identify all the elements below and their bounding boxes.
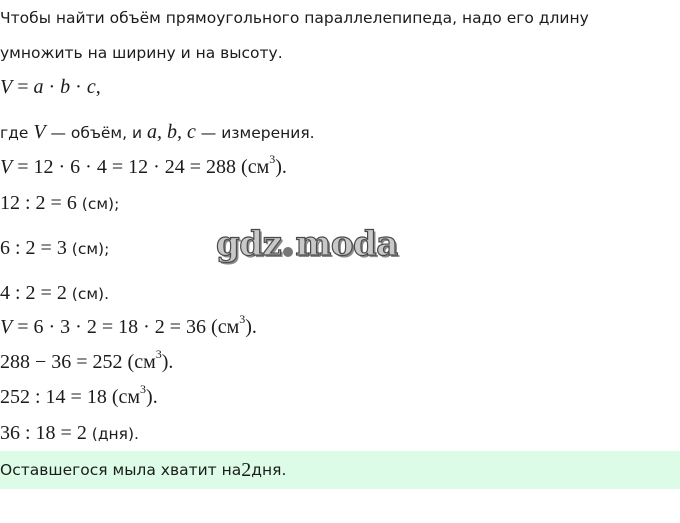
calc-line-1: [0, 152, 287, 178]
calc-2-unit: (см);: [76, 195, 120, 213]
calc-7-tail: ).: [146, 386, 158, 408]
calc-4-expr: 4 : 2 = 2: [0, 282, 67, 304]
definition-suffix: — измерения.: [195, 124, 315, 142]
calc-3-expr: 6 : 2 = 3: [0, 237, 67, 259]
formula-v: V: [0, 76, 13, 98]
gdz-moda-watermark-logo: [216, 224, 398, 264]
formula-a: a: [33, 76, 44, 98]
volume-formula: [0, 76, 101, 98]
calc-line-6: [0, 347, 174, 373]
formula-tail: ,: [95, 76, 101, 98]
calc-5-expr: = 6 · 3 · 2 = 18 · 2 = 36 (см: [12, 316, 240, 338]
definition-v: V: [33, 121, 46, 143]
calc-6-expr: 288 − 36 = 252 (см: [0, 351, 156, 373]
formula-dot-2: ·: [70, 76, 87, 98]
calc-5-tail: ).: [245, 316, 257, 338]
calc-1-expr: = 12 · 6 · 4 = 12 · 24 = 288 (см: [12, 156, 270, 178]
definition-mid: — объём, и: [45, 124, 147, 142]
definition-prefix: где: [0, 124, 34, 142]
calc-6-sup: 3: [155, 347, 162, 362]
answer-value: 2: [241, 458, 252, 481]
calc-1-tail: ).: [275, 156, 287, 178]
formula-c: c: [86, 76, 96, 98]
calc-line-2: [0, 192, 119, 215]
calc-line-8: [0, 422, 139, 445]
calc-7-sup: 3: [140, 382, 147, 397]
formula-eq: =: [12, 76, 34, 98]
calc-5-sup: 3: [239, 312, 246, 327]
definition-line: [0, 121, 315, 144]
definition-abc: a, b, c: [146, 121, 196, 143]
calc-line-7: [0, 382, 158, 408]
calc-3-unit: (см);: [66, 240, 110, 258]
calc-6-tail: ).: [161, 351, 174, 373]
answer-prefix: Оставшегося мыла хватит на: [0, 461, 242, 479]
calc-line-5: [0, 312, 257, 338]
intro-line-2: умножить на ширину и на высоту.: [0, 44, 283, 62]
calc-1-v: V: [0, 156, 13, 178]
watermark-dot-icon: [283, 247, 293, 257]
formula-dot-1: ·: [43, 76, 61, 98]
watermark-right: moda: [295, 224, 398, 264]
intro-line-1: Чтобы найти объём прямоугольного параллелепипеда, надо его длину: [0, 9, 589, 27]
calc-1-sup: 3: [269, 152, 276, 167]
formula-b: b: [60, 76, 71, 98]
calc-4-unit: (см).: [66, 285, 110, 303]
calc-8-unit: (дня).: [86, 425, 139, 443]
calc-7-expr: 252 : 14 = 18 (см: [0, 386, 141, 408]
answer-box: [0, 451, 680, 489]
answer-suffix: дня.: [251, 461, 287, 479]
calc-5-v: V: [0, 316, 13, 338]
calc-line-3: [0, 237, 109, 260]
calc-2-expr: 12 : 2 = 6: [0, 192, 77, 214]
watermark-left: gdz: [216, 224, 282, 264]
calc-8-expr: 36 : 18 = 2: [0, 422, 87, 444]
calc-line-4: [0, 282, 109, 305]
